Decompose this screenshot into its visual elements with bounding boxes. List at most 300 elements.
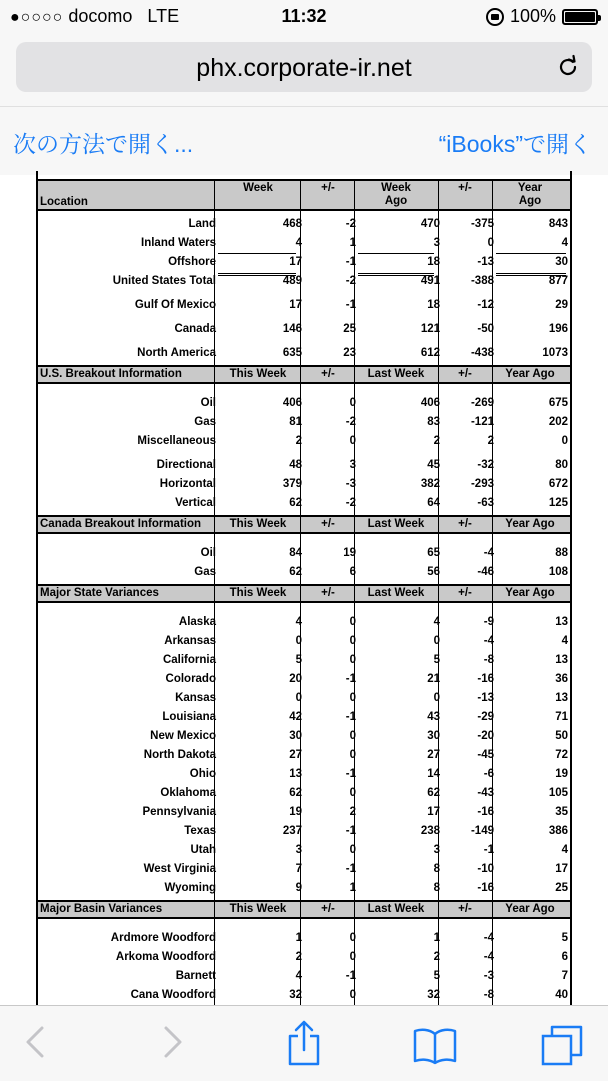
row-value: -4 — [483, 547, 494, 559]
row-value: 2 — [433, 435, 440, 447]
table-row — [38, 822, 570, 841]
row-value: -1 — [483, 844, 494, 856]
row-label: North Dakota — [143, 749, 216, 761]
row-value: -1 — [345, 299, 356, 311]
column-header: Last Week — [367, 518, 425, 530]
row-value: 0 — [349, 749, 356, 761]
row-value: 4 — [295, 616, 302, 628]
row-value: 0 — [349, 397, 356, 409]
row-label: Gulf Of Mexico — [134, 299, 216, 311]
row-label: United States Total — [112, 275, 216, 287]
column-header: This Week — [229, 587, 287, 599]
row-value: 7 — [561, 970, 568, 982]
row-value: 50 — [555, 730, 568, 742]
row-value: 71 — [555, 711, 568, 723]
row-label: North America — [137, 347, 216, 359]
section-header-label: Location — [40, 196, 88, 208]
row-value: 19 — [555, 768, 568, 780]
row-label: Louisiana — [162, 711, 216, 723]
row-value: 0 — [433, 692, 440, 704]
row-value: -1 — [345, 673, 356, 685]
table-row — [38, 432, 570, 451]
address-area — [0, 34, 608, 106]
row-value: 30 — [289, 730, 302, 742]
section-header-label: U.S. Breakout Information — [40, 368, 182, 380]
open-in-ibooks-button[interactable]: “iBooks”で開く — [438, 131, 592, 157]
row-value: 0 — [349, 844, 356, 856]
row-label: Gas — [194, 416, 216, 428]
row-value: 4 — [561, 237, 568, 249]
row-value: -269 — [470, 397, 494, 409]
row-value: -10 — [477, 863, 494, 875]
column-divider — [492, 181, 493, 209]
column-header: +/- — [458, 587, 472, 599]
rig-count-table — [36, 171, 572, 1026]
row-value: 6 — [349, 566, 356, 578]
row-value: -63 — [477, 497, 494, 509]
row-value: 56 — [427, 566, 440, 578]
clock: 11:32 — [281, 6, 327, 26]
open-in-button[interactable]: 次の方法で開く... — [13, 131, 194, 157]
row-value: 72 — [555, 749, 568, 761]
section-header — [38, 179, 570, 211]
status-bar — [0, 0, 608, 34]
row-value: 1 — [433, 932, 440, 944]
table-row — [38, 475, 570, 494]
table-row — [38, 860, 570, 879]
row-label: Barnett — [175, 970, 216, 982]
row-value: 0 — [349, 787, 356, 799]
row-value: 8 — [433, 863, 440, 875]
row-value: 19 — [289, 806, 302, 818]
row-value: -1 — [345, 863, 356, 875]
row-value: 2 — [295, 951, 302, 963]
table-row — [38, 632, 570, 651]
row-value: 88 — [555, 547, 568, 559]
column-header: Week Ago — [381, 182, 411, 207]
row-value: 21 — [427, 673, 440, 685]
row-value: 108 — [548, 566, 568, 578]
table-row — [38, 544, 570, 563]
table-row — [38, 803, 570, 822]
table-row — [38, 948, 570, 967]
table-row — [38, 339, 570, 363]
row-value: -13 — [477, 692, 494, 704]
row-value: 1073 — [542, 347, 568, 359]
underline — [496, 253, 566, 254]
row-value: -1 — [345, 970, 356, 982]
column-header: +/- — [458, 518, 472, 530]
tabs-icon[interactable] — [540, 1024, 584, 1066]
row-value: 9 — [295, 882, 302, 894]
row-value: 1 — [295, 932, 302, 944]
section-body — [38, 603, 570, 900]
row-value: 379 — [282, 478, 302, 490]
forward-icon[interactable] — [160, 1024, 186, 1060]
section-body — [38, 534, 570, 584]
row-value: -4 — [483, 932, 494, 944]
column-header: +/- — [321, 182, 335, 194]
column-divider — [354, 181, 355, 209]
column-header: Last Week — [367, 587, 425, 599]
row-value: -1 — [345, 768, 356, 780]
row-value: -3 — [483, 970, 494, 982]
canada-breakout-section — [38, 515, 570, 584]
row-value: 2 — [433, 951, 440, 963]
row-value: -43 — [477, 787, 494, 799]
column-header: +/- — [458, 368, 472, 380]
column-divider — [438, 181, 439, 209]
row-label: Gas — [194, 566, 216, 578]
row-value: 468 — [282, 218, 302, 230]
row-value: 32 — [289, 989, 302, 1001]
row-value: 1 — [349, 882, 356, 894]
row-value: 470 — [420, 218, 440, 230]
column-divider — [300, 181, 301, 209]
table-row — [38, 563, 570, 582]
row-value: -16 — [477, 673, 494, 685]
row-value: 3 — [433, 844, 440, 856]
row-value: 17 — [555, 863, 568, 875]
row-label: Oklahoma — [160, 787, 216, 799]
row-label: Cana Woodford — [130, 989, 216, 1001]
table-row — [38, 394, 570, 413]
row-label: Offshore — [168, 256, 216, 268]
row-value: 36 — [555, 673, 568, 685]
section-header-label: Major State Variances — [40, 587, 159, 599]
row-label: Horizontal — [159, 478, 216, 490]
row-value: -9 — [483, 616, 494, 628]
column-header: This Week — [229, 903, 287, 915]
carrier-name: docomo — [68, 6, 133, 26]
url-text[interactable]: phx.corporate-ir.net — [196, 54, 412, 82]
column-header: Last Week — [367, 903, 425, 915]
row-value: -2 — [345, 416, 356, 428]
row-value: 672 — [548, 478, 568, 490]
row-value: 20 — [289, 673, 302, 685]
column-divider — [214, 902, 215, 917]
row-value: -4 — [483, 635, 494, 647]
row-value: 2 — [295, 435, 302, 447]
column-header: +/- — [321, 587, 335, 599]
row-value: 612 — [420, 347, 440, 359]
row-value: 30 — [427, 730, 440, 742]
row-value: 2 — [349, 806, 356, 818]
row-value: 3 — [349, 459, 356, 471]
row-value: -8 — [483, 654, 494, 666]
row-value: 27 — [289, 749, 302, 761]
status-right — [486, 6, 598, 27]
row-label: Oil — [200, 397, 216, 409]
section-header-label: Major Basin Variances — [40, 903, 163, 915]
row-value: 0 — [349, 654, 356, 666]
row-value: 62 — [289, 787, 302, 799]
section-body — [38, 211, 570, 365]
row-label: Texas — [184, 825, 216, 837]
us-breakout-section — [38, 365, 570, 515]
signal-strength-icon: ●○○○○ — [10, 9, 64, 26]
network-type: LTE — [147, 6, 180, 26]
row-value: 84 — [289, 547, 302, 559]
row-value: -1 — [345, 256, 356, 268]
row-value: 237 — [282, 825, 302, 837]
row-value: 406 — [420, 397, 440, 409]
row-value: -438 — [470, 347, 494, 359]
row-value: 635 — [282, 347, 302, 359]
column-divider — [214, 586, 215, 601]
row-label: Ardmore Woodford — [110, 932, 216, 944]
table-row — [38, 986, 570, 1005]
row-value: 0 — [349, 730, 356, 742]
battery-icon — [562, 9, 598, 25]
row-value: 0 — [349, 692, 356, 704]
row-label: Miscellaneous — [137, 435, 216, 447]
row-value: 13 — [555, 616, 568, 628]
table-row — [38, 841, 570, 860]
table-row — [38, 253, 570, 272]
row-value: 8 — [433, 882, 440, 894]
table-row — [38, 315, 570, 339]
table-row — [38, 765, 570, 784]
row-value: 6 — [561, 951, 568, 963]
row-value: -50 — [477, 323, 494, 335]
row-label: Arkansas — [164, 635, 216, 647]
column-header: +/- — [321, 903, 335, 915]
row-value: 0 — [433, 635, 440, 647]
column-header: +/- — [321, 518, 335, 530]
battery-percent: 100% — [509, 6, 556, 26]
row-label: West Virginia — [143, 863, 216, 875]
table-row — [38, 967, 570, 986]
row-value: 4 — [561, 844, 568, 856]
row-value: -1 — [345, 711, 356, 723]
row-value: 19 — [343, 547, 356, 559]
row-value: -16 — [477, 882, 494, 894]
row-value: 62 — [427, 787, 440, 799]
row-value: 13 — [555, 692, 568, 704]
row-label: Kansas — [175, 692, 216, 704]
row-value: 45 — [427, 459, 440, 471]
row-value: 0 — [349, 951, 356, 963]
row-value: 23 — [343, 347, 356, 359]
column-header: +/- — [458, 903, 472, 915]
row-value: 32 — [427, 989, 440, 1001]
row-value: -46 — [477, 566, 494, 578]
row-value: 13 — [289, 768, 302, 780]
underline — [218, 253, 296, 254]
column-divider — [214, 181, 215, 209]
row-value: 3 — [433, 237, 440, 249]
row-value: -13 — [477, 256, 494, 268]
row-value: 4 — [561, 635, 568, 647]
row-value: 3 — [295, 844, 302, 856]
row-value: 43 — [427, 711, 440, 723]
state-variances-section — [38, 584, 570, 900]
row-value: -4 — [483, 951, 494, 963]
row-value: -20 — [477, 730, 494, 742]
row-value: -45 — [477, 749, 494, 761]
row-value: 0 — [349, 932, 356, 944]
row-value: 843 — [548, 218, 568, 230]
row-value: 5 — [433, 970, 440, 982]
row-value: 0 — [349, 616, 356, 628]
open-in-bar — [0, 106, 608, 176]
row-value: 13 — [555, 654, 568, 666]
row-value: 105 — [548, 787, 568, 799]
row-value: 489 — [282, 275, 302, 287]
row-value: 4 — [295, 237, 302, 249]
column-header: Week — [243, 182, 273, 194]
row-value: 406 — [282, 397, 302, 409]
row-value: 35 — [555, 806, 568, 818]
column-header: This Week — [229, 518, 287, 530]
section-header — [38, 584, 570, 603]
row-label: California — [162, 654, 216, 666]
row-value: 18 — [427, 299, 440, 311]
row-value: -388 — [470, 275, 494, 287]
url-bar[interactable] — [16, 42, 592, 92]
column-header: Year Ago — [505, 587, 555, 599]
row-value: 27 — [427, 749, 440, 761]
row-value: -149 — [470, 825, 494, 837]
row-value: 0 — [487, 237, 494, 249]
table-row — [38, 494, 570, 513]
row-value: 62 — [289, 497, 302, 509]
row-value: 40 — [555, 989, 568, 1001]
row-value: -29 — [477, 711, 494, 723]
table-row — [38, 727, 570, 746]
row-label: Inland Waters — [141, 237, 216, 249]
back-icon[interactable] — [22, 1024, 48, 1060]
row-value: -6 — [483, 768, 494, 780]
row-value: 64 — [427, 497, 440, 509]
section-body — [38, 384, 570, 515]
table-row — [38, 879, 570, 898]
row-value: 5 — [433, 654, 440, 666]
row-value: 7 — [295, 863, 302, 875]
row-value: -375 — [470, 218, 494, 230]
table-row — [38, 291, 570, 315]
table-row — [38, 746, 570, 765]
section-header — [38, 515, 570, 534]
column-header: Year Ago — [505, 903, 555, 915]
row-value: -32 — [477, 459, 494, 471]
row-value: 48 — [289, 459, 302, 471]
row-label: Oil — [200, 547, 216, 559]
row-value: -3 — [345, 478, 356, 490]
row-value: -2 — [345, 497, 356, 509]
row-value: 17 — [289, 299, 302, 311]
row-value: 17 — [427, 806, 440, 818]
row-value: 5 — [561, 932, 568, 944]
rotation-lock-icon — [486, 8, 504, 26]
table-row — [38, 784, 570, 803]
table-row — [38, 689, 570, 708]
row-value: 4 — [433, 616, 440, 628]
row-label: Utah — [190, 844, 216, 856]
row-value: 121 — [420, 323, 440, 335]
row-value: 62 — [289, 566, 302, 578]
table-row — [38, 929, 570, 948]
underline — [358, 253, 434, 254]
row-value: 17 — [289, 256, 302, 268]
row-label: Directional — [156, 459, 216, 471]
row-value: 0 — [349, 435, 356, 447]
column-divider — [214, 367, 215, 382]
column-header: This Week — [229, 368, 287, 380]
row-value: 196 — [548, 323, 568, 335]
row-label: Canada — [174, 323, 216, 335]
table-row — [38, 651, 570, 670]
table-row — [38, 708, 570, 727]
row-value: 238 — [420, 825, 440, 837]
row-value: 14 — [427, 768, 440, 780]
table-row — [38, 215, 570, 234]
row-value: 1 — [349, 237, 356, 249]
table-row — [38, 234, 570, 253]
location-section — [38, 179, 570, 365]
row-value: 80 — [555, 459, 568, 471]
row-value: 0 — [349, 635, 356, 647]
bookmarks-icon[interactable] — [412, 1026, 458, 1064]
row-value: 0 — [561, 435, 568, 447]
row-value: -8 — [483, 989, 494, 1001]
row-value: 386 — [548, 825, 568, 837]
row-label: Arkoma Woodford — [115, 951, 216, 963]
bottom-toolbar — [0, 1005, 608, 1081]
row-label: Ohio — [189, 768, 216, 780]
share-icon[interactable] — [286, 1020, 322, 1066]
row-value: 30 — [555, 256, 568, 268]
section-header-label: Canada Breakout Information — [40, 518, 202, 530]
row-label: Pennsylvania — [142, 806, 216, 818]
section-header — [38, 365, 570, 384]
row-label: Alaska — [178, 616, 216, 628]
row-value: -121 — [470, 416, 494, 428]
row-value: 0 — [349, 989, 356, 1001]
row-value: 202 — [548, 416, 568, 428]
row-value: 0 — [295, 635, 302, 647]
column-header: Year Ago — [517, 182, 543, 207]
row-value: 146 — [282, 323, 302, 335]
row-value: -1 — [345, 825, 356, 837]
row-label: Land — [188, 218, 216, 230]
column-header: Year Ago — [505, 368, 555, 380]
row-value: 125 — [548, 497, 568, 509]
row-value: 491 — [420, 275, 440, 287]
row-value: 81 — [289, 416, 302, 428]
row-value: 25 — [555, 882, 568, 894]
row-value: 42 — [289, 711, 302, 723]
row-value: -2 — [345, 218, 356, 230]
column-header: +/- — [458, 182, 472, 194]
column-header: Year Ago — [505, 518, 555, 530]
row-value: 382 — [420, 478, 440, 490]
column-header: Last Week — [367, 368, 425, 380]
page-content — [0, 175, 608, 1005]
row-label: New Mexico — [150, 730, 216, 742]
row-value: 2 — [487, 435, 494, 447]
row-label: Colorado — [165, 673, 216, 685]
reload-icon[interactable] — [556, 55, 580, 79]
row-value: 83 — [427, 416, 440, 428]
row-value: 4 — [295, 970, 302, 982]
row-value: 5 — [295, 654, 302, 666]
section-header — [38, 900, 570, 919]
row-label: Wyoming — [164, 882, 216, 894]
table-row — [38, 272, 570, 291]
column-divider — [214, 517, 215, 532]
